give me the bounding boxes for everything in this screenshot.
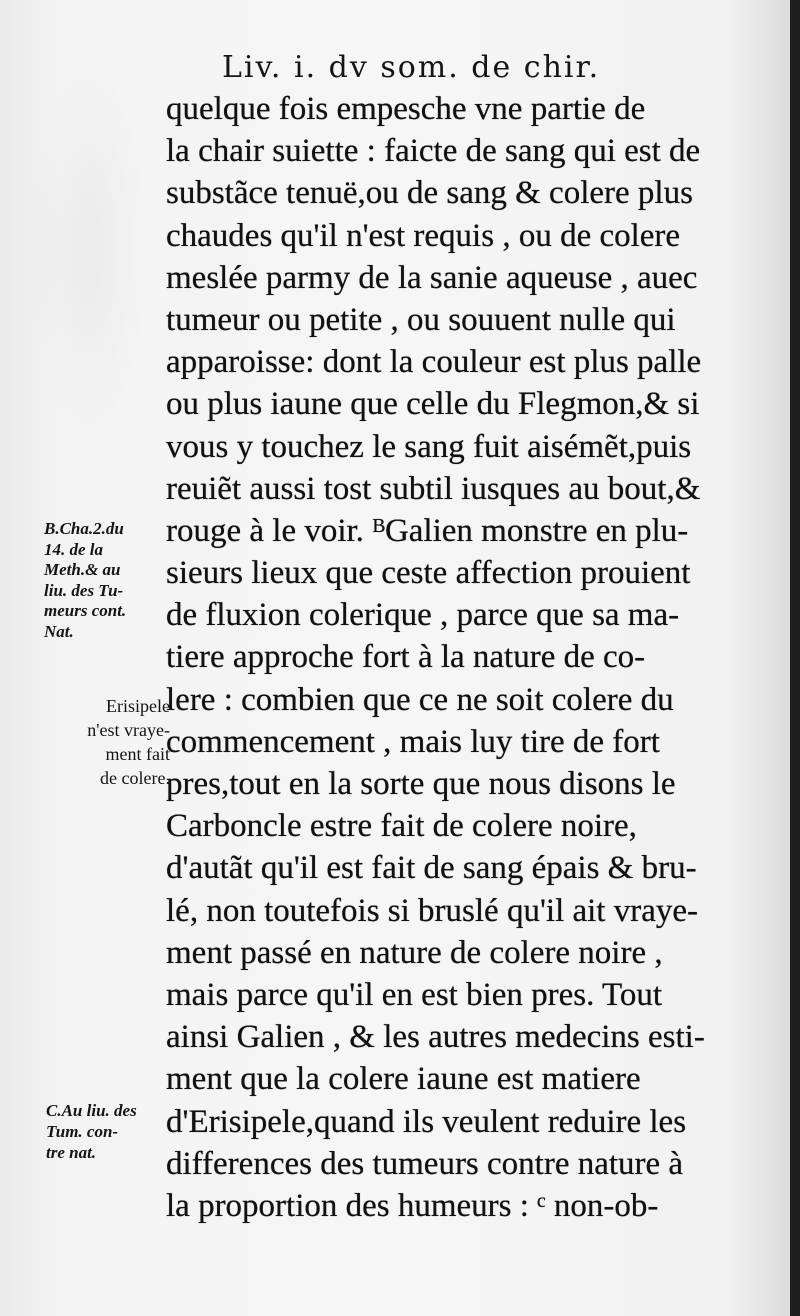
text-line: pres,tout en la sorte que nous disons le [166, 766, 676, 802]
text-line: lere : combien que ce ne soit colere du [166, 681, 674, 718]
text-line: mais parce qu'il en est bien pres. Tout [166, 976, 663, 1013]
text-line: tumeur ou petite , ou souuent nulle qui [166, 301, 676, 338]
margin-note-line: Nat. [44, 621, 74, 641]
margin-note-line: n'est vraye- [87, 720, 170, 740]
margin-note-line: Erisipele [106, 696, 170, 716]
margin-note-line: 14. de la [44, 539, 104, 559]
text-line: d'autãt qu'il est fait de sang épais & bru- [166, 850, 697, 887]
text-line: reuiẽt aussi tost subtil iusques au bout,& [166, 470, 701, 507]
text-line: ment passé en nature de colere noire , [166, 934, 663, 971]
text-line: sieurs lieux que ceste affection prouient [166, 555, 691, 592]
margin-note-line: liu. des Tu- [44, 580, 124, 600]
page-edge-shadow [790, 0, 800, 1316]
text-line: Carboncle estre fait de colere noire, [166, 808, 637, 845]
margin-note-line: Meth.& au [44, 560, 121, 579]
margin-note-line: Tum. con- [46, 1122, 119, 1141]
text-line: d'Erisipele,quand ils veulent reduire les [166, 1103, 687, 1140]
show-through-smudge [30, 60, 150, 440]
margin-note-line: tre nat. [46, 1143, 97, 1162]
text-line: apparoisse: dont la couleur est plus palle [166, 344, 702, 381]
margin-note-line: B.Cha.2.du [44, 519, 124, 538]
margin-note-line: de colere. [100, 768, 170, 788]
text-line: differences des tumeurs contre nature à [166, 1145, 684, 1182]
margin-note-line: ment fait [105, 744, 170, 764]
text-line: meslée parmy de la sanie aqueuse , auec [166, 259, 698, 296]
margin-note-line: C.Au liu. des [46, 1101, 137, 1120]
text-line: la proportion des humeurs : ᶜ non-ob- [166, 1187, 659, 1224]
text-line: lé, non toutefois si bruslé qu'il ait vraye- [166, 892, 698, 929]
margin-note-erisipele [46, 694, 170, 790]
margin-note-line: meurs cont. [44, 601, 127, 620]
text-line: commencement , mais luy tire de fort [166, 723, 660, 760]
text-line: tiere approche fort à la nature de co- [166, 639, 646, 676]
text-line: substãce tenuë,ou de sang & colere plus [166, 175, 693, 212]
margin-note-b [44, 519, 126, 642]
text-line: de fluxion colerique , parce que sa ma- [166, 597, 680, 634]
text-line: ou plus iaune que celle du Flegmon,& si [166, 386, 700, 423]
text-line: ment que la colere iaune est matiere [166, 1061, 641, 1098]
text-line: rouge à le voir. ᴮGalien monstre en plu- [166, 512, 689, 549]
text-line: ainsi Galien , & les autres medecins esti- [166, 1019, 705, 1056]
running-head: Liv. i. dv som. de chir. [222, 50, 601, 85]
text-line: vous y touchez le sang fuit aisémẽt,puis [166, 428, 692, 465]
margin-note-c [46, 1100, 137, 1163]
body-text [166, 88, 746, 1227]
text-line: chaudes qu'il n'est requis , ou de colere [166, 217, 681, 254]
text-line: quelque fois empesche vne partie de [166, 91, 646, 127]
text-line: la chair suiette : faicte de sang qui est de [166, 133, 701, 170]
